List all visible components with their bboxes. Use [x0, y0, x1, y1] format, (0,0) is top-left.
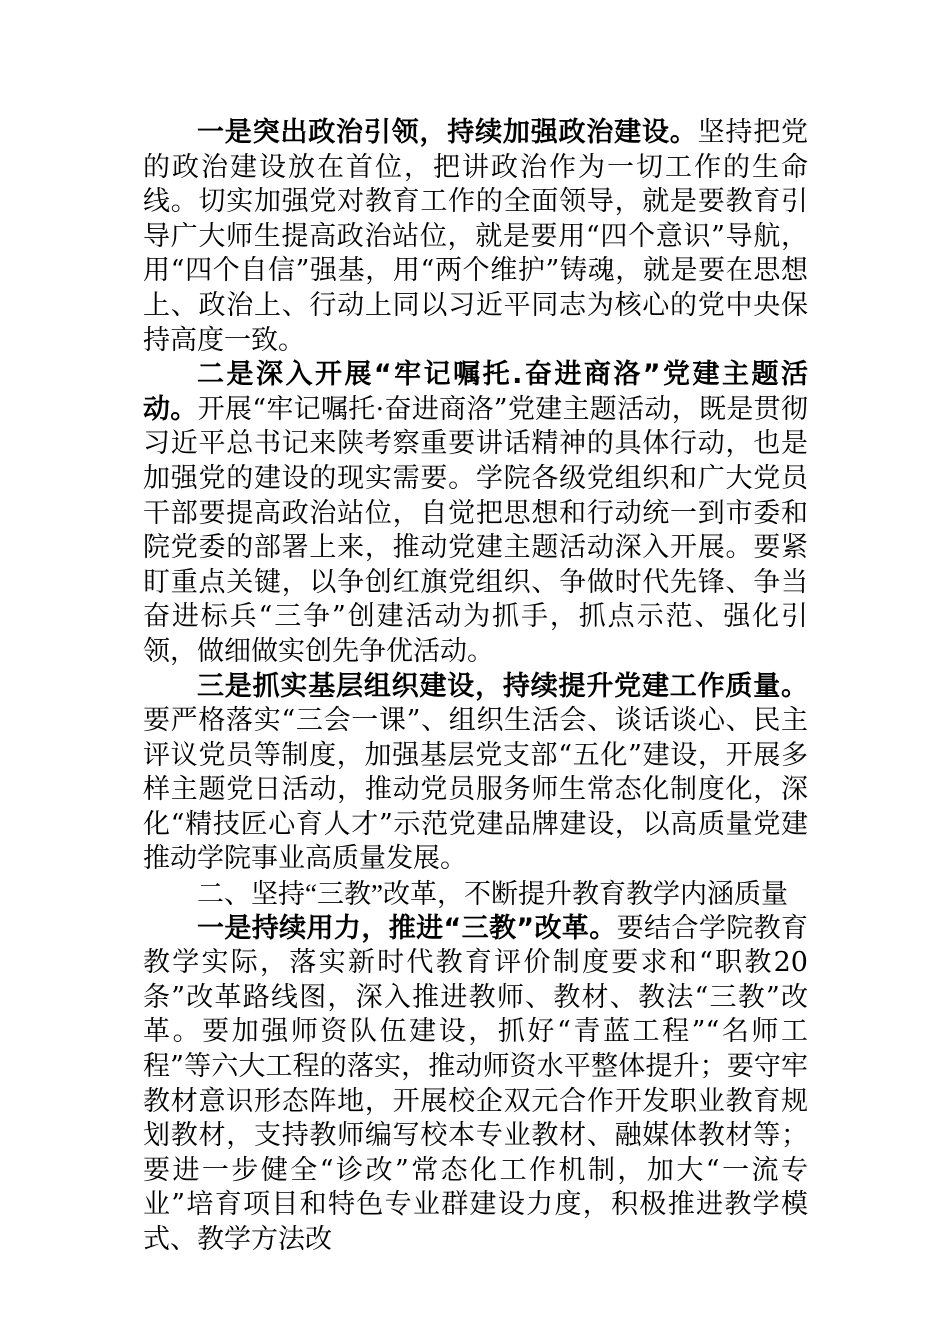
paragraph-2	[143, 358, 808, 669]
paragraph-1-body: 坚持把党的政治建设放在首位，把讲政治作为一切工作的生命线。切实加强党对教育工作的全面领导，就是要教育引导广大师生提高政治站位，就是要用“四个意识”导航，用“四个自信”强基，用“两个维护”铸魂，就是要在思想上、政治上、行动上同以习近平同志为核心的党中央保持高度一致。	[143, 117, 809, 356]
document-page	[143, 116, 808, 1258]
paragraph-1-lead: 一是突出政治引领，持续加强政治建设。	[197, 117, 698, 148]
paragraph-1	[143, 116, 808, 358]
paragraph-2-body: 开展“牢记嘱托·奋进商洛”党建主题活动，既是贯彻习近平总书记来陕考察重要讲话精神的具体行动，也是加强党的建设的现实需要。学院各级党组织和广大党员干部要提高政治站位，自觉把思想和行动统一到市委和院党委的部署上来，推动党建主题活动深入开展。要紧盯重点关键，以争创红旗党组织、争做时代先锋、争当奋进标兵“三争”创建活动为抓手，抓点示范、强化引领，做细做实创先争优活动。	[143, 393, 808, 667]
section-heading: 二、坚持“三教”改革，不断提升教育教学内涵质量	[197, 879, 788, 910]
paragraph-3	[143, 670, 808, 878]
paragraph-4-lead: 一是持续用力，推进“三教”改革。	[197, 912, 617, 944]
paragraph-4-body: 要结合学院教育教学实际，落实新时代教育评价制度要求和“职教20条”改革路线图，深入推进教师、教材、教法“三教”改革。要加强师资队伍建设，抓好“青蓝工程”“名师工程”等六大工程的落实，推动师资水平整体提升；要守牢教材意识形态阵地，开展校企双元合作开发职业教育规划教材，支持教师编写校本专业教材、融媒体教材等；要进一步健全“诊改”常态化工作机制，加大“一流专业”培育项目和特色专业群建设力度，积极推进教学模式、教学方法改	[143, 912, 808, 1255]
paragraph-4	[143, 912, 808, 1258]
paragraph-2-lead: 二是深入开展“牢记嘱托.奋进商洛”党建主题活动。	[143, 359, 808, 425]
paragraph-3-lead: 三是抓实基层组织建设，持续提升党建工作质量。	[197, 670, 808, 702]
paragraph-3-body: 要严格落实“三会一课”、组织生活会、谈话谈心、民主评议党员等制度，加强基层党支部“五化”建设，开展多样主题党日活动，推动党员服务师生常态化制度化，深化“精技匠心育人才”示范党建品牌建设，以高质量党建推动学院事业高质量发展。	[143, 705, 808, 875]
